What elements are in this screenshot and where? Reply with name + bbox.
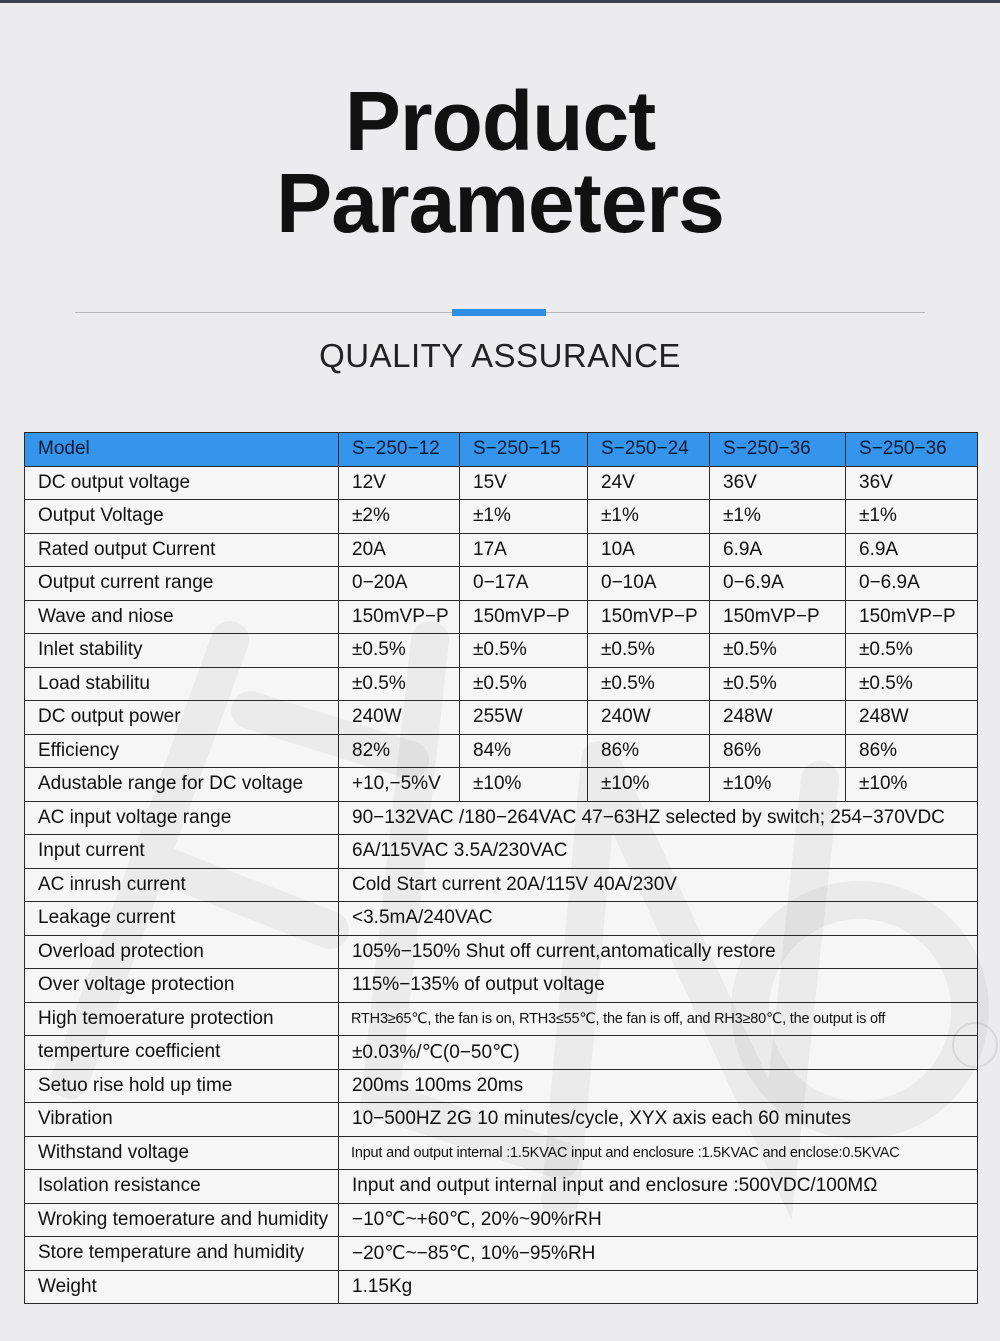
row-value: 0−6.9A: [710, 567, 846, 601]
row-value-shared: <3.5mA/240VAC: [339, 902, 978, 936]
row-label: Over voltage protection: [25, 969, 339, 1003]
row-label: Setuo rise hold up time: [25, 1069, 339, 1103]
row-value: ±1%: [846, 500, 978, 534]
row-value-shared: RTH3≥65℃, the fan is on, RTH3≤55℃, the fan is off, and RH3≥80℃, the output is off: [339, 1002, 978, 1036]
row-label: Store temperature and humidity: [25, 1237, 339, 1271]
row-label: Load stabilitu: [25, 667, 339, 701]
table-row: [25, 533, 978, 567]
row-value: 15V: [460, 466, 588, 500]
header-cell-model: Model: [25, 433, 339, 467]
row-value-shared: 6A/115VAC 3.5A/230VAC: [339, 835, 978, 869]
table-row: [25, 835, 978, 869]
row-label: AC input voltage range: [25, 801, 339, 835]
table-row: [25, 1270, 978, 1304]
header-cell-model-3: S−250−24: [588, 433, 710, 467]
table-row: [25, 969, 978, 1003]
row-value: 240W: [339, 701, 460, 735]
row-value: 86%: [588, 734, 710, 768]
page-title: [0, 74, 1000, 250]
row-value: ±0.5%: [588, 634, 710, 668]
row-label: High temoerature protection: [25, 1002, 339, 1036]
row-value: ±10%: [846, 768, 978, 802]
table-row: [25, 801, 978, 835]
row-label: Input current: [25, 835, 339, 869]
header-cell-model-2: S−250−15: [460, 433, 588, 467]
table-header-row: [25, 433, 978, 467]
row-value: 10A: [588, 533, 710, 567]
header-cell-model-1: S−250−12: [339, 433, 460, 467]
row-value-shared: 200ms 100ms 20ms: [339, 1069, 978, 1103]
row-value: 248W: [846, 701, 978, 735]
row-value: ±0.5%: [710, 667, 846, 701]
row-value: ±0.5%: [339, 667, 460, 701]
row-value: 84%: [460, 734, 588, 768]
row-value: ±0.5%: [339, 634, 460, 668]
row-label: Isolation resistance: [25, 1170, 339, 1204]
row-value: ±1%: [588, 500, 710, 534]
row-value: 6.9A: [710, 533, 846, 567]
table-row: [25, 1136, 978, 1170]
row-value: ±10%: [460, 768, 588, 802]
header-cell-model-5: S−250−36: [846, 433, 978, 467]
row-value-shared: Input and output internal input and enclosure :500VDC/100MΩ: [339, 1170, 978, 1204]
row-value: 255W: [460, 701, 588, 735]
table-row: [25, 500, 978, 534]
row-value: ±1%: [710, 500, 846, 534]
table-row: [25, 1002, 978, 1036]
row-label: AC inrush current: [25, 868, 339, 902]
title-line-1: Product: [344, 74, 656, 168]
table-row: [25, 1069, 978, 1103]
header-cell-model-4: S−250−36: [710, 433, 846, 467]
row-label: Vibration: [25, 1103, 339, 1137]
spec-table: [24, 432, 978, 1304]
row-value: 150mVP−P: [588, 600, 710, 634]
row-value-shared: 1.15Kg: [339, 1270, 978, 1304]
row-value: 6.9A: [846, 533, 978, 567]
row-value: 0−6.9A: [846, 567, 978, 601]
row-value: ±10%: [710, 768, 846, 802]
row-value: +10,−5%V: [339, 768, 460, 802]
table-row: [25, 935, 978, 969]
row-value: 82%: [339, 734, 460, 768]
row-label: Wave and niose: [25, 600, 339, 634]
row-value: 86%: [710, 734, 846, 768]
row-label: Wroking temoerature and humidity: [25, 1203, 339, 1237]
row-value: ±2%: [339, 500, 460, 534]
row-value: ±1%: [460, 500, 588, 534]
table-row: [25, 1203, 978, 1237]
table-row: [25, 868, 978, 902]
row-value-shared: Input and output internal :1.5KVAC input and enclosure :1.5KVAC and enclose:0.5KVAC: [339, 1136, 978, 1170]
row-label: DC output power: [25, 701, 339, 735]
row-value: 86%: [846, 734, 978, 768]
row-label: Withstand voltage: [25, 1136, 339, 1170]
table-row: [25, 667, 978, 701]
row-label: Adustable range for DC voltage: [25, 768, 339, 802]
table-row: [25, 1036, 978, 1070]
row-value: ±0.5%: [846, 634, 978, 668]
table-row: [25, 466, 978, 500]
row-value: 240W: [588, 701, 710, 735]
title-line-2: Parameters: [276, 156, 724, 250]
row-value-shared: 90−132VAC /180−264VAC 47−63HZ selected by switch; 254−370VDC: [339, 801, 978, 835]
top-rule: [0, 0, 1000, 3]
row-value: ±0.5%: [846, 667, 978, 701]
table-row: [25, 1170, 978, 1204]
row-value: ±0.5%: [710, 634, 846, 668]
row-value-shared: −20℃~−85℃, 10%−95%RH: [339, 1237, 978, 1271]
row-value: 17A: [460, 533, 588, 567]
table-row: [25, 1103, 978, 1137]
row-value-shared: ±0.03%/℃(0−50℃): [339, 1036, 978, 1070]
table-row: [25, 600, 978, 634]
table-row: [25, 734, 978, 768]
row-value: 0−10A: [588, 567, 710, 601]
row-label: Overload protection: [25, 935, 339, 969]
table-row: [25, 701, 978, 735]
row-label: temperture coefficient: [25, 1036, 339, 1070]
row-value: 0−17A: [460, 567, 588, 601]
table-row: [25, 634, 978, 668]
row-label: Output current range: [25, 567, 339, 601]
row-value: ±0.5%: [460, 634, 588, 668]
row-value: ±10%: [588, 768, 710, 802]
row-value: 150mVP−P: [710, 600, 846, 634]
row-label: Efficiency: [25, 734, 339, 768]
row-value-shared: 115%−135% of output voltage: [339, 969, 978, 1003]
row-value: 24V: [588, 466, 710, 500]
row-label: DC output voltage: [25, 466, 339, 500]
row-value-shared: 10−500HZ 2G 10 minutes/cycle, XYX axis each 60 minutes: [339, 1103, 978, 1137]
row-value: 12V: [339, 466, 460, 500]
table-row: [25, 768, 978, 802]
row-value: ±0.5%: [460, 667, 588, 701]
row-value: 150mVP−P: [846, 600, 978, 634]
row-value: 248W: [710, 701, 846, 735]
row-label: Output Voltage: [25, 500, 339, 534]
row-label: Leakage current: [25, 902, 339, 936]
divider-accent-bar: [452, 309, 546, 316]
row-value: 36V: [846, 466, 978, 500]
row-value: ±0.5%: [588, 667, 710, 701]
row-label: Inlet stability: [25, 634, 339, 668]
table-row: [25, 902, 978, 936]
row-label: Rated output Current: [25, 533, 339, 567]
table-row: [25, 1237, 978, 1271]
row-value: 0−20A: [339, 567, 460, 601]
row-label: Weight: [25, 1270, 339, 1304]
row-value: 150mVP−P: [460, 600, 588, 634]
table-body: [25, 466, 978, 1304]
row-value-shared: −10℃~+60℃, 20%~90%rRH: [339, 1203, 978, 1237]
row-value: 36V: [710, 466, 846, 500]
row-value: 20A: [339, 533, 460, 567]
row-value-shared: Cold Start current 20A/115V 40A/230V: [339, 868, 978, 902]
table-row: [25, 567, 978, 601]
subtitle: QUALITY ASSURANCE: [319, 337, 681, 374]
row-value: 150mVP−P: [339, 600, 460, 634]
row-value-shared: 105%−150% Shut off current,antomatically restore: [339, 935, 978, 969]
